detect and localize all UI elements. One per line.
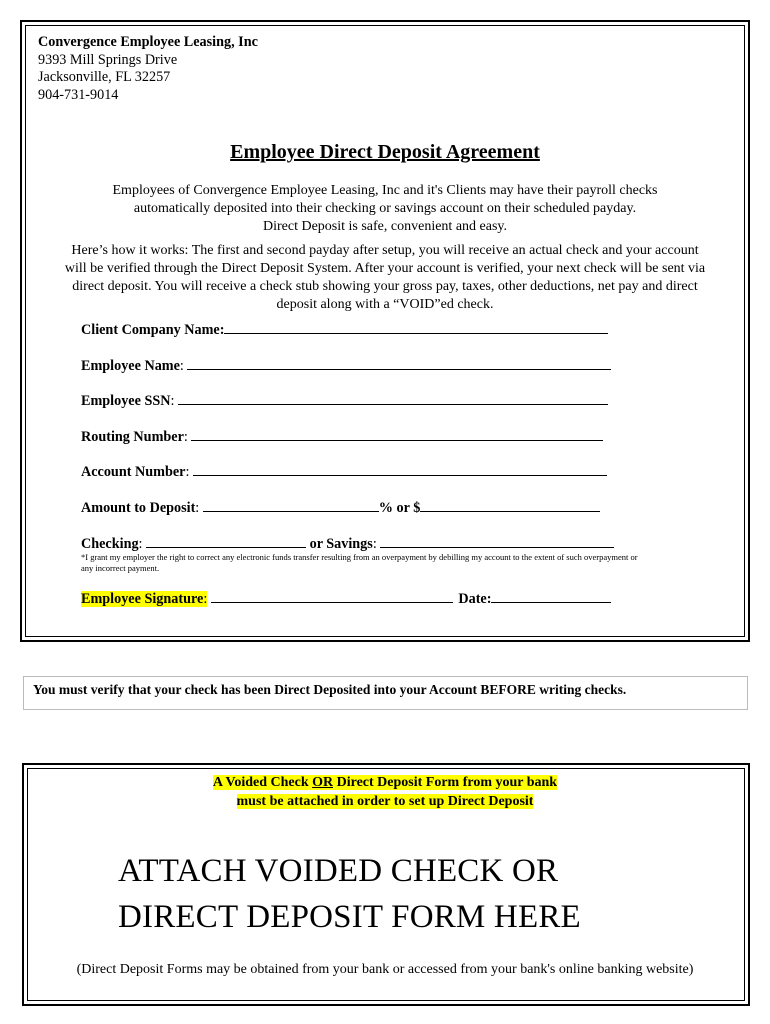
account-number-field[interactable]: Account Number:: [81, 463, 607, 481]
signature-field[interactable]: Employee Signature: Date:: [81, 590, 611, 608]
employee-ssn-field[interactable]: Employee SSN:: [81, 392, 608, 410]
amount-to-deposit-field[interactable]: Amount to Deposit: % or $: [81, 499, 600, 517]
bank-forms-note: (Direct Deposit Forms may be obtained from your bank or accessed from your bank's online banking website): [76, 962, 694, 977]
attach-requirement-note: A Voided Check OR Direct Deposit Form from your bank must be attached in order to set up Direct Deposit: [212, 775, 558, 809]
routing-number-field[interactable]: Routing Number:: [81, 428, 603, 446]
authorization-fine-print: *I grant my employer the right to correct any electronic funds transfer resulting from an overpayment by debilling my account to the extent of such overpayment or any incorrect payment.: [81, 552, 638, 573]
sender-address: [38, 34, 258, 104]
how-it-works-paragraph: Here’s how it works: The first and second payday after setup, you will receive an actual check and your account will be verified through the Direct Deposit System. After your account is verified, your next check will be sent via direct deposit. You will receive a check stub showing your gross pay, taxes, other deductions, net pay and direct deposit along with a “VOID”ed check.: [64, 243, 706, 312]
page-title: Employee Direct Deposit Agreement: [230, 141, 540, 163]
intro-paragraph: Employees of Convergence Employee Leasing, Inc and it's Clients may have their payroll checks automatically deposited into their checking or savings account on their scheduled payday. Direct Deposit is safe, convenient and easy.: [112, 183, 658, 234]
employee-name-field[interactable]: Employee Name:: [81, 357, 611, 375]
company-name: Convergence Employee Leasing, Inc: [38, 34, 258, 50]
verify-notice: You must verify that your check has been Direct Deposited into your Account BEFORE writing checks.: [33, 682, 627, 697]
phone-number: 904-731-9014: [38, 86, 119, 103]
client-company-field[interactable]: Client Company Name:: [81, 321, 608, 339]
attach-voided-check-heading: ATTACH VOIDED CHECK OR DIRECT DEPOSIT FORM HERE: [118, 853, 581, 935]
checking-savings-field[interactable]: Checking: or Savings:: [81, 535, 614, 553]
signature-label: Employee Signature: [81, 591, 204, 607]
city-state-zip: Jacksonville, FL 32257: [38, 69, 171, 85]
street-address: 9393 Mill Springs Drive: [38, 51, 178, 68]
